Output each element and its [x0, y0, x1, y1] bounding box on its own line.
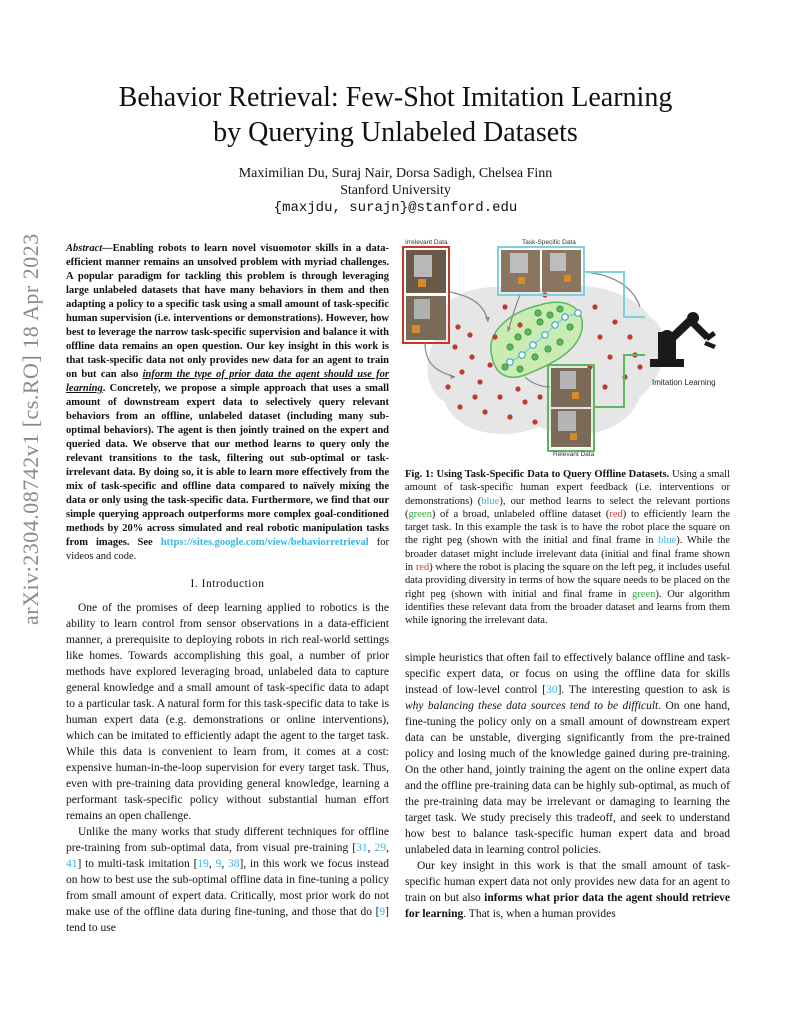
paper-title [0, 80, 791, 150]
intro-paragraph-4 [405, 858, 730, 922]
irrelevant-point [517, 322, 522, 327]
abstract-text-2: . Concretely, we propose a simple approach that uses a small amount of downstream expert data to selectively query relevant behaviors from an offline, unlabeled dataset (including many sub-optimal behaviors). The agent is then jointly trained on the expert and queried data. We observe that our method learns to query only the relevant transitions to the task, filtering out sub-optimal or task-irrelevant data. By doing so, it is able to learn more effectively from the mix of task-specific and offline data compared to naïvely mixing the data or only using the task-specific data. Furthermore, we find that our simple querying approach outperforms more complex goal-conditioned methods by 20% across simulated and real robotic manipulation tasks from images. See [66, 383, 389, 548]
irrelevant-point [477, 379, 482, 384]
irrelevant-point [482, 409, 487, 414]
label-irrelevant: Irrelevant Data [405, 239, 448, 246]
intro-text: ] to multi-task imitation [ [77, 858, 198, 870]
relevant-point [502, 364, 508, 370]
caption-blue: blue [658, 535, 677, 547]
label-imitation: Imitation Learning [652, 378, 716, 387]
section-heading-introduction: I. Introduction [190, 578, 265, 590]
caption-text: ) where the robot is placing the square on the left peg, it includes useful data providing diversity in terms of how the square needs to be placed on the right peg (shown with initial and final frame in [405, 562, 730, 600]
intro-italic: why balancing these data sources tend to be difficult [405, 700, 659, 712]
relevant-point [547, 312, 553, 318]
irrelevant-point [467, 332, 472, 337]
caption-text: ). While the broader dataset might include irrelevant data (initial and final frame shown in [405, 535, 730, 574]
caption-green: green [632, 588, 656, 600]
citation[interactable]: 9 [379, 906, 386, 918]
caption-green: green [408, 508, 432, 520]
abstract-lead: Abstract [66, 243, 103, 254]
relevant-point [515, 334, 521, 340]
intro-paragraph-1: One of the promises of deep learning applied to robotics is the ability to learn control from sensor observations in a data-efficient manner, a prerequisite to deploying robots in rich real-world settings like homes. Towards accomplishing this goal, a number of prior methods have explored leveraging broad, unlabeled data to capture general knowledge and a small amount of task-specific data to adapt to a particular task. A natural form for this task-specific data to take is human expert data (e.g. demonstrations or online interventions), which can be imitated to efficiently adapt the agent to the target task. While this data is convenient to learn from, it comes at a cost: expensive human-in-the-loop supervision for every target task. Thus, even with pre-training data providing general knowledge, learning a performant task-specific policy without substantial human effort remains an open challenge. [66, 602, 389, 822]
intro-bold: informs what prior data the agent should retrieve for learning [405, 892, 730, 920]
irrelevant-point [497, 394, 502, 399]
irrelevant-point [522, 399, 527, 404]
abstract-italic: inform the type of prior data the agent should use for learning [66, 369, 389, 394]
irrelevant-point [607, 354, 612, 359]
relevant-point [525, 329, 531, 335]
abstract-text-3: for videos and code. [66, 537, 389, 562]
irrelevant-point [637, 364, 642, 369]
intro-text: ], in this work we focus instead on how to best use the sub-optimal offline data in fine-tuning a policy from small amount of expert data. Critically, most prior work do not make use of the offline data during fine-tuning, and those that do [ [66, 858, 390, 918]
irrelevant-point [627, 334, 632, 339]
arxiv-stamp: arXiv:2304.08742v1 [cs.RO] 18 Apr 2023 [18, 233, 43, 625]
label-relevant: Relevant Data [553, 451, 595, 457]
citation[interactable]: 9 [215, 858, 222, 870]
irrelevant-point [455, 324, 460, 329]
caption-text: ), our method learns to select the relevant portions ( [405, 495, 731, 520]
irrelevant-point [532, 419, 537, 424]
irrelevant-point [507, 414, 512, 419]
irrelevant-point [487, 362, 492, 367]
project-link[interactable]: https://sites.google.com/view/behaviorretrieval [160, 537, 369, 548]
caption-blue: blue [481, 495, 500, 507]
citation[interactable]: 19 [197, 858, 209, 870]
citation[interactable]: 30 [546, 684, 558, 696]
irrelevant-point [597, 334, 602, 339]
irrelevant-point [457, 404, 462, 409]
title-line-1: Behavior Retrieval: Few-Shot Imitation Learning [118, 82, 673, 113]
intro-text: . That is, when a human provides [463, 908, 616, 920]
label-task-specific: Task-Specific Data [522, 239, 576, 246]
relevant-point [535, 310, 541, 316]
relevant-point [517, 366, 523, 372]
intro-paragraph-2: Unlike the many works that study different techniques for offline pre-training from sub-optimal data, from visual pre-training [31, 29, 41] to multi-task imitation [19, 9, 38], in this work we focus instead on how to best use the sub-optimal offline data in fine-tuning a policy from small amount of expert data. Critically, most prior work do not make use of the offline data during fine-tuning, and those that do [9] tend to use [66, 826, 390, 934]
caption-text: ) of a broad, unlabeled offline dataset ( [431, 508, 610, 520]
caption-red: red [609, 508, 623, 520]
affiliation: Stanford University [340, 183, 451, 198]
irrelevant-point [459, 369, 464, 374]
title-line-2: by Querying Unlabeled Datasets [213, 117, 578, 148]
robot-arm-icon [650, 312, 716, 367]
irrelevant-point [602, 384, 607, 389]
abstract [66, 242, 389, 564]
intro-text: ]. The interesting question to ask is [557, 684, 730, 696]
intro-text: simple heuristics that often fail to effectively balance offline and task-specific expert data, or focus on using the offline data for skills instead of low-level control [ [405, 652, 730, 696]
irrelevant-point [469, 354, 474, 359]
intro-text: . On one hand, fine-tuning the policy only on a small amount of downstream expert data can be unstable, diverging significantly from the pre-trained policy and losing much of the knowledge gained during pre-training. On the other hand, jointly training the agent on the online expert data and the offline pre-training data can be highly sub-optimal, as much of the pre-training data may be irrelevant or damaging to learning the target task. We study precisely this tradeoff, and seek to understand how best to balance task-specific human expert data and broad unlabeled data in learning control policies. [405, 700, 730, 856]
email: {maxjdu, surajn}@stanford.edu [273, 200, 518, 216]
intro-text: Our key insight in this work is that the small amount of task-specific human expert data not only provides new data for an agent to train on but also [405, 860, 730, 904]
figure-caption [405, 468, 730, 628]
irrelevant-point [452, 344, 457, 349]
caption-text: Using a small amount of task-specific human expert feedback (i.e. interventions or demonstrations) ( [405, 469, 730, 507]
relevant-point [537, 319, 543, 325]
irrelevant-point [492, 334, 497, 339]
irrelevant-point [612, 319, 617, 324]
irrelevant-point [515, 386, 520, 391]
abstract-text-1: Enabling robots to learn novel visuomotor skills in a data-efficient manner remains an unsolved problem with myriad challenges. A popular paradigm for tackling this problem is through leveraging large unlabeled datasets that have many behaviors in them and then adapting a policy to a specific task using a small amount of task-specific human supervision (i.e. interventions or demonstrations). However, how best to leverage the narrow task-specific supervision and balance it with offline data remains an open question. Our key insight in this work is that task-specific data not only provides new data for an agent to train on but can also [66, 243, 389, 380]
relevant-point [507, 344, 513, 350]
intro-paragraph-3 [405, 650, 730, 858]
figure-diagram [400, 237, 740, 457]
irrelevant-point [537, 394, 542, 399]
irrelevant-point [502, 304, 507, 309]
intro-right-column [405, 650, 730, 922]
caption-red: red [415, 562, 430, 574]
caption-text: ). Our algorithm identifies these relevant data from the broader dataset and learns from them while ignoring the irrelevant data. [405, 588, 731, 627]
citation[interactable]: 41 [66, 858, 78, 870]
relevant-point [532, 354, 538, 360]
relevant-point [557, 306, 563, 312]
relevant-point [567, 324, 573, 330]
irrelevant-point [445, 384, 450, 389]
citation[interactable]: 31 [356, 842, 368, 854]
intro-text: Unlike the many works that study different techniques for offline pre-training from sub-optimal data, from visual pre-training [ [66, 826, 389, 854]
caption-label: Fig. 1: Using Task-Specific Data to Query Offline Datasets. [405, 469, 670, 480]
irrelevant-point [592, 304, 597, 309]
intro-left-column [66, 600, 389, 936]
intro-text: ] tend to use [66, 906, 389, 934]
relevant-point [545, 346, 551, 352]
citation[interactable]: 38 [228, 858, 240, 870]
figure-1 [400, 237, 740, 457]
authors: Maximilian Du, Suraj Nair, Dorsa Sadigh, Chelsea Finn [238, 166, 553, 181]
caption-text: ) to efficiently learn the target task. In this example the task is to have the robot place the square on the right peg (shown with the initial and final frame in [405, 508, 730, 547]
relevant-point [557, 339, 563, 345]
abstract-dash: — [102, 243, 113, 254]
citation[interactable]: 29 [374, 842, 387, 854]
irrelevant-point [472, 394, 477, 399]
